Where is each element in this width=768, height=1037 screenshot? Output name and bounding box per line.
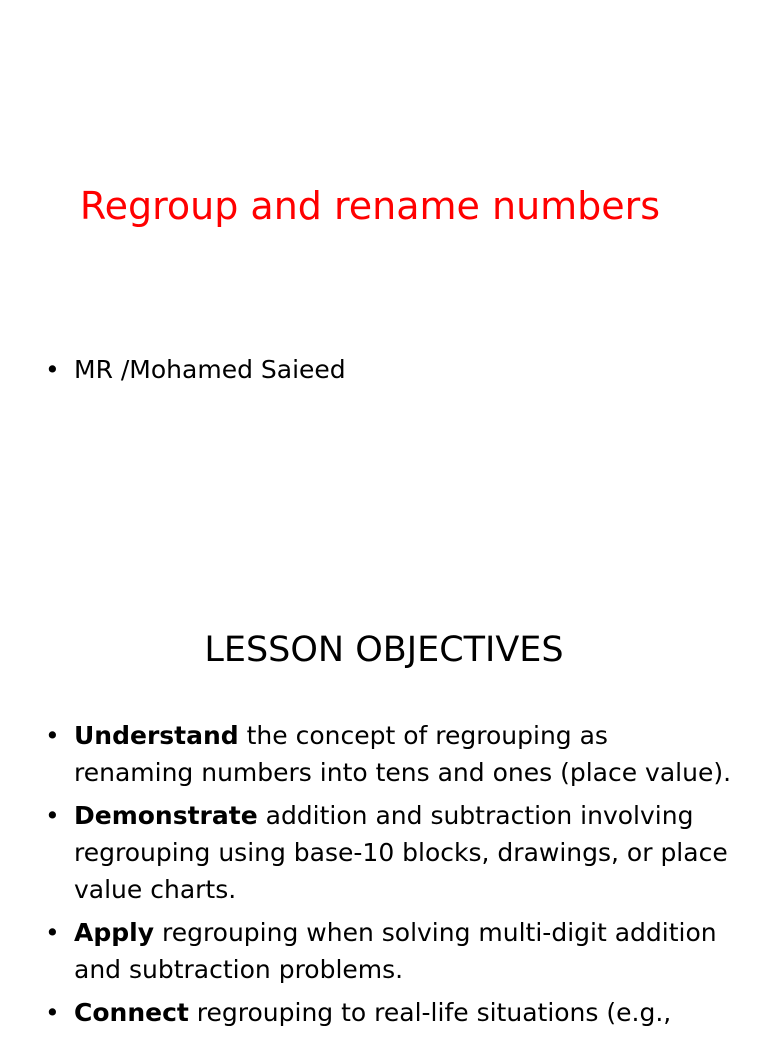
list-item xyxy=(45,351,735,388)
bullet-list xyxy=(45,351,735,388)
objective-text: regrouping to real-life situations (e.g., xyxy=(188,998,672,1027)
slide-title: LESSON OBJECTIVES xyxy=(204,630,564,670)
bullet-icon: • xyxy=(45,801,60,830)
objective-text: the concept of regrouping as renaming numbers into tens and ones (place value). xyxy=(74,721,732,787)
objective-text: regrouping when solving multi-digit addition and subtraction problems. xyxy=(74,918,717,984)
objectives-list xyxy=(45,717,735,1037)
slide-2 xyxy=(0,576,768,1027)
bullet-icon: • xyxy=(45,998,60,1027)
objective-text: addition and subtraction involving regrouping using base-10 blocks, drawings, or place value charts. xyxy=(74,801,728,904)
list-item xyxy=(45,797,735,908)
objective-keyword: Connect xyxy=(74,998,189,1027)
bullet-icon: • xyxy=(45,918,60,947)
bullet-icon: • xyxy=(45,721,60,750)
bullet-icon: • xyxy=(45,355,60,384)
list-item xyxy=(45,717,735,791)
slide-title: Regroup and rename numbers xyxy=(79,184,661,228)
objective-keyword: Apply xyxy=(74,918,155,947)
list-item xyxy=(45,994,735,1031)
list-item xyxy=(45,914,735,988)
objective-keyword: Demonstrate xyxy=(74,801,258,830)
objective-keyword: Understand xyxy=(74,721,239,750)
presenter-name: MR /Mohamed Saieed xyxy=(74,355,346,384)
